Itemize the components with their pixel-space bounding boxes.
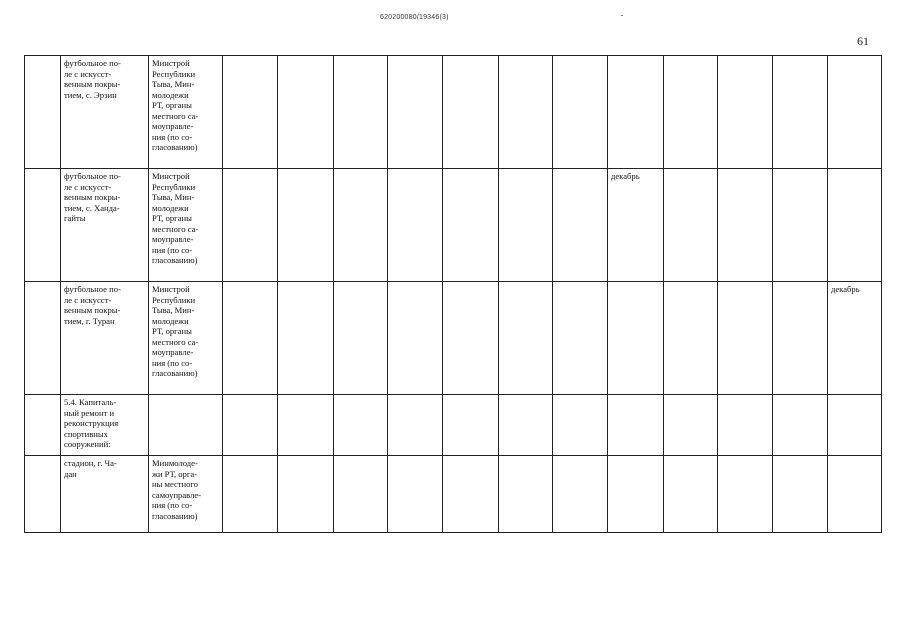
schedule-cell xyxy=(828,169,882,282)
schedule-cell xyxy=(608,456,664,533)
schedule-cell xyxy=(773,456,828,533)
schedule-cell xyxy=(499,395,553,456)
schedule-cell xyxy=(718,282,773,395)
schedule-table xyxy=(24,55,882,533)
table-row xyxy=(25,169,882,282)
row-number-cell xyxy=(25,56,61,169)
table-row xyxy=(25,395,882,456)
schedule-cell xyxy=(499,56,553,169)
schedule-cell xyxy=(443,395,499,456)
schedule-cell xyxy=(443,56,499,169)
schedule-cell xyxy=(664,169,718,282)
row-number-cell xyxy=(25,395,61,456)
schedule-cell xyxy=(664,456,718,533)
schedule-cell xyxy=(443,169,499,282)
document-id: 620200080/19346(3) xyxy=(380,14,449,21)
schedule-cell xyxy=(718,395,773,456)
schedule-cell xyxy=(499,169,553,282)
schedule-cell xyxy=(388,282,443,395)
schedule-cell xyxy=(223,395,278,456)
row-number-cell xyxy=(25,169,61,282)
schedule-cell xyxy=(499,282,553,395)
object-name-cell: футбольное по- ле с искусст- венным покры- тием, с. Ханда- гайты xyxy=(61,169,149,282)
object-name-cell: футбольное по- ле с искусст- венным покры- тием, г. Туран xyxy=(61,282,149,395)
row-number-cell xyxy=(25,456,61,533)
schedule-cell xyxy=(553,456,608,533)
schedule-cell xyxy=(553,395,608,456)
schedule-cell xyxy=(388,56,443,169)
object-name-cell: стадион, г. Ча- дан xyxy=(61,456,149,533)
schedule-cell xyxy=(278,395,334,456)
schedule-cell xyxy=(773,56,828,169)
schedule-cell xyxy=(278,169,334,282)
schedule-cell xyxy=(773,282,828,395)
schedule-cell xyxy=(278,282,334,395)
schedule-cell xyxy=(334,56,388,169)
schedule-cell xyxy=(664,395,718,456)
schedule-cell xyxy=(664,56,718,169)
table-row xyxy=(25,456,882,533)
schedule-cell xyxy=(223,169,278,282)
schedule-cell xyxy=(553,56,608,169)
schedule-cell: декабрь xyxy=(608,169,664,282)
schedule-cell xyxy=(334,456,388,533)
schedule-cell xyxy=(828,395,882,456)
executor-cell: Минстрой Республики Тыва, Мин- молодежи РТ, органы местного са- моуправле- ния (по со- гласованию) xyxy=(149,169,223,282)
page-number: 61 xyxy=(857,34,869,48)
object-name-cell: 5.4. Капиталь- ный ремонт и реконструкция спортивных сооружений: xyxy=(61,395,149,456)
executor-cell: Минстрой Республики Тыва, Мин- молодежи РТ, органы местного са- моуправле- ния (по со- гласованию) xyxy=(149,56,223,169)
scan-speck xyxy=(621,15,623,16)
schedule-cell xyxy=(499,456,553,533)
schedule-cell xyxy=(828,56,882,169)
schedule-cell xyxy=(608,56,664,169)
schedule-cell xyxy=(718,56,773,169)
schedule-cell xyxy=(553,169,608,282)
schedule-cell xyxy=(223,282,278,395)
schedule-cell xyxy=(773,395,828,456)
object-name-cell: футбольное по- ле с искусст- венным покры- тием, с. Эрзин xyxy=(61,56,149,169)
schedule-cell xyxy=(388,169,443,282)
schedule-cell xyxy=(388,456,443,533)
schedule-cell xyxy=(664,282,718,395)
schedule-cell xyxy=(223,56,278,169)
table-row xyxy=(25,56,882,169)
row-number-cell xyxy=(25,282,61,395)
schedule-cell xyxy=(278,456,334,533)
schedule-cell xyxy=(443,456,499,533)
executor-cell xyxy=(149,395,223,456)
schedule-cell xyxy=(773,169,828,282)
schedule-cell xyxy=(278,56,334,169)
schedule-cell xyxy=(334,169,388,282)
schedule-cell xyxy=(443,282,499,395)
schedule-cell xyxy=(553,282,608,395)
schedule-cell xyxy=(718,169,773,282)
schedule-cell xyxy=(608,282,664,395)
schedule-cell xyxy=(388,395,443,456)
schedule-cell xyxy=(718,456,773,533)
schedule-cell xyxy=(828,456,882,533)
table-row xyxy=(25,282,882,395)
schedule-cell xyxy=(334,282,388,395)
schedule-cell xyxy=(223,456,278,533)
executor-cell: Минмолоде- жи РТ, орга- ны местного самоуправле- ния (по со- гласованию) xyxy=(149,456,223,533)
schedule-cell xyxy=(334,395,388,456)
executor-cell: Минстрой Республики Тыва, Мин- молодежи РТ, органы местного са- моуправле- ния (по со- гласованию) xyxy=(149,282,223,395)
schedule-cell xyxy=(608,395,664,456)
schedule-cell: декабрь xyxy=(828,282,882,395)
